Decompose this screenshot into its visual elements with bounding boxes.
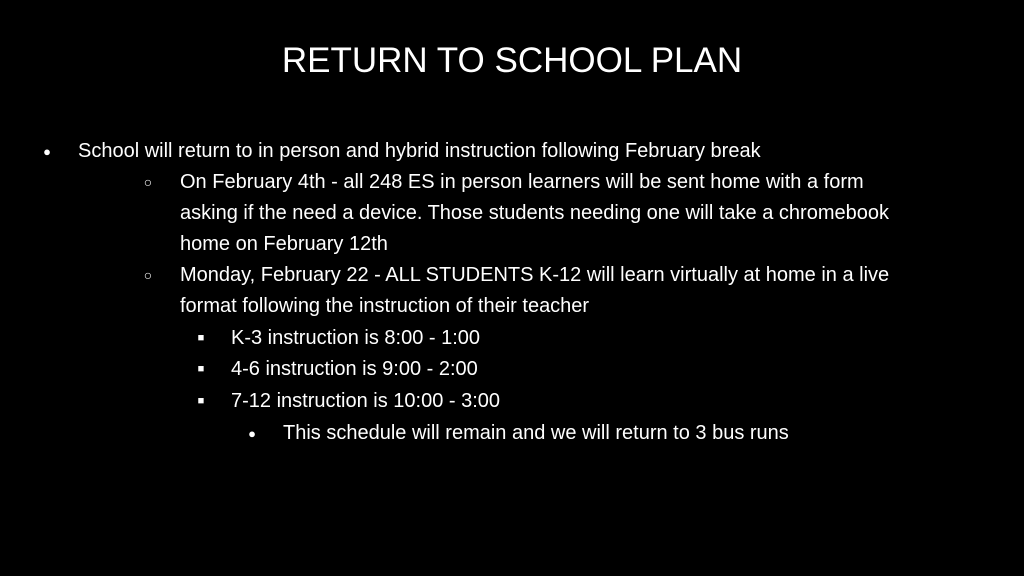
- slide-title: RETURN TO SCHOOL PLAN: [281, 41, 743, 80]
- bullet-square-icon: ■: [197, 363, 205, 375]
- bullet-text: asking if the need a device. Those students needing one will take a chromebook: [180, 202, 889, 224]
- bullet-square-icon: ■: [197, 332, 205, 344]
- bullet-circle-icon: ○: [143, 174, 153, 190]
- bullet-text: home on February 12th: [180, 233, 388, 255]
- bullet-text: 4-6 instruction is 9:00 - 2:00: [231, 358, 478, 380]
- bullet-square-icon: ■: [197, 395, 205, 407]
- bullet-text: Monday, February 22 - ALL STUDENTS K-12 will learn virtually at home in a live: [180, 264, 890, 286]
- bullet-text: K-3 instruction is 8:00 - 1:00: [231, 327, 481, 349]
- bullet-text: format following the instruction of their teacher: [180, 295, 590, 317]
- bullet-dot-icon: ●: [248, 426, 256, 441]
- bullet-dot-icon: ●: [43, 144, 51, 159]
- bullet-text: This schedule will remain and we will return to 3 bus runs: [283, 422, 789, 444]
- bullet-text: 7-12 instruction is 10:00 - 3:00: [231, 390, 501, 412]
- bullet-circle-icon: ○: [143, 267, 153, 283]
- bullet-text: School will return to in person and hybrid instruction following February break: [78, 140, 761, 162]
- bullet-text: On February 4th - all 248 ES in person learners will be sent home with a form: [180, 171, 864, 193]
